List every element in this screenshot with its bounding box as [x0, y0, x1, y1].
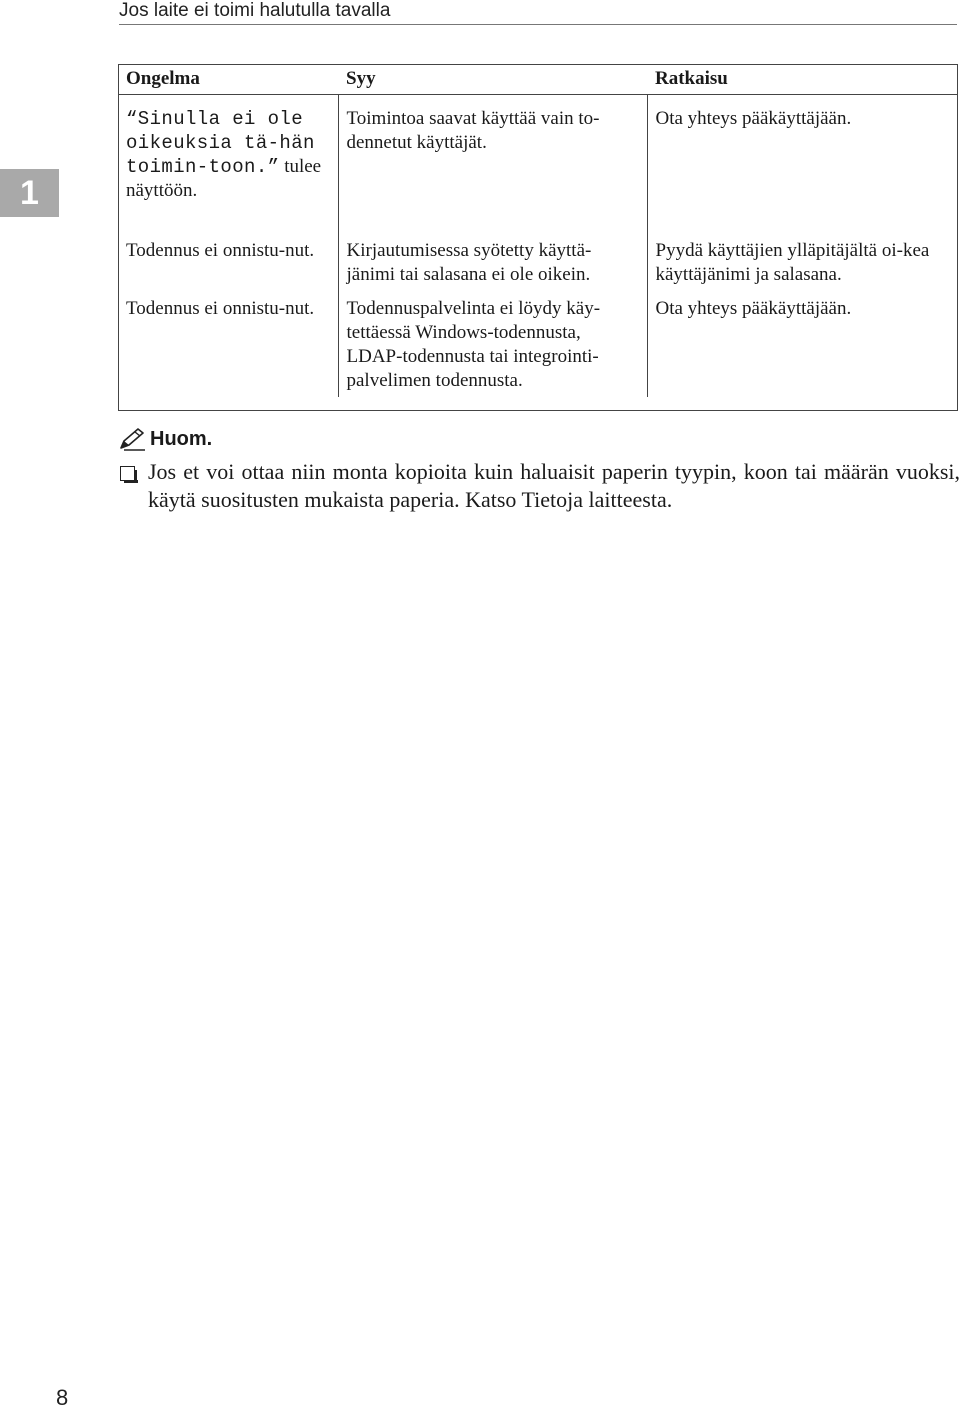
cause-cell: Todennuspalvelinta ei löydy käy-tettäessä Windows-todennusta, LDAP-todennusta tai integrointi-palvelimen todennusta. [338, 297, 647, 397]
note-heading [118, 426, 212, 452]
chapter-tab: 1 [0, 169, 59, 217]
table-row [118, 239, 958, 297]
solution-cell: Pyydä käyttäjien ylläpitäjältä oi-kea käyttäjänimi ja salasana. [655, 240, 930, 285]
problem-cell: Todennus ei onnistu-nut. [118, 297, 338, 397]
header-rule [119, 24, 957, 25]
cause-cell: Toimintoa saavat käyttää vain to-dennetut käyttäjät. [338, 95, 647, 240]
pencil-icon [118, 427, 146, 451]
table-header-row [118, 64, 958, 95]
table-row [118, 95, 958, 240]
header-cause: Syy [338, 64, 647, 95]
header-problem: Ongelma [118, 64, 338, 95]
troubleshooting-table [118, 64, 958, 397]
checkbox-icon [120, 466, 135, 481]
running-header: Jos laite ei toimi halutulla tavalla [119, 0, 391, 21]
note-title-text: Huom. [150, 428, 213, 450]
header-solution: Ratkaisu [647, 64, 958, 95]
table-row [118, 297, 958, 397]
page-number: 8 [56, 1385, 69, 1410]
cause-cell: Kirjautumisessa syötetty käyttä-jänimi tai salasana ei ole oikein. [338, 239, 647, 297]
problem-cell: Todennus ei onnistu-nut. [118, 239, 338, 297]
solution-cell: Ota yhteys pääkäyttäjään. [655, 108, 852, 129]
solution-cell: Ota yhteys pääkäyttäjään. [655, 298, 852, 319]
problem-cell [118, 95, 338, 240]
problem-message-code: “Sinulla ei ole oikeuksia tä-hän toimin-toon.” [126, 108, 315, 178]
problem-message-suffix: tulee näyttöön. [126, 156, 322, 201]
note-item-text: Jos et voi ottaa niin monta kopioita kuin haluaisit paperin tyypin, koon tai määrän vuoksi, käytä suositusten mukaista paperia. Katso Tietoja laitteesta. [148, 459, 960, 512]
